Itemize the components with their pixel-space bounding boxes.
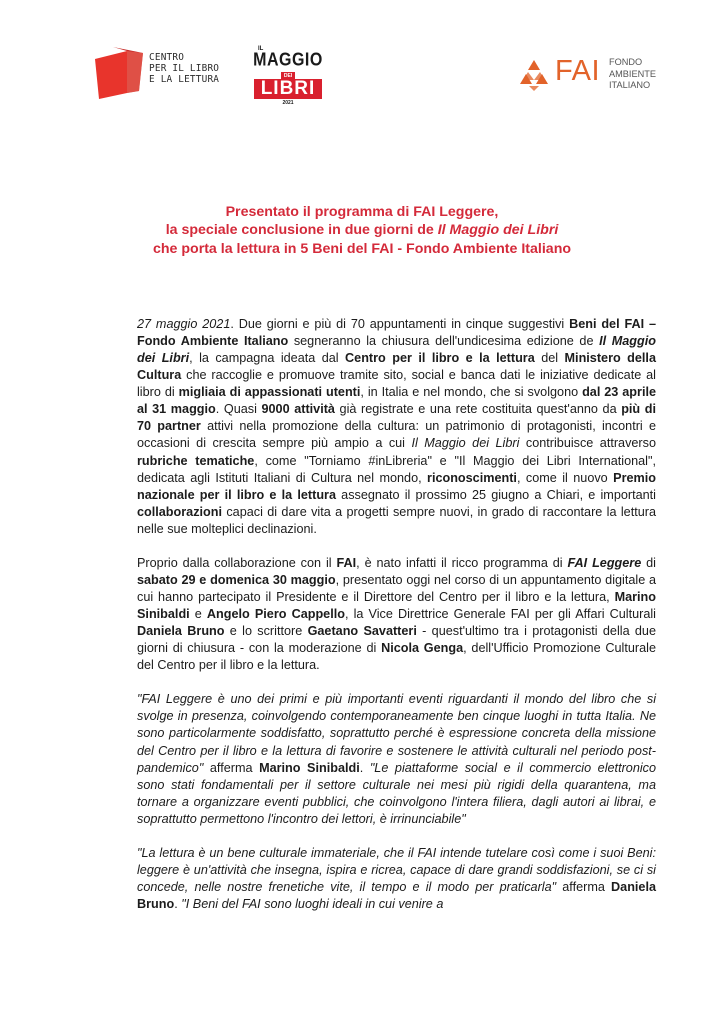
press-release-body: [137, 316, 656, 930]
fai-line-2: AMBIENTE: [609, 68, 656, 79]
text-run: attivi nella promozione della cultura: un patrimonio di protagonisti, incontri e occasioni di crescita sempre più ampio a cui: [137, 419, 656, 451]
fai-logo-subtitle: [609, 57, 656, 92]
bold-text: Ministero della Cultura: [137, 351, 656, 383]
text-run: e lo scrittore: [224, 624, 308, 639]
fai-emblem-icon: [517, 58, 551, 92]
bold-text: dal 23 aprile al 31 maggio: [137, 385, 657, 417]
quote-text: "FAI Leggere è uno dei primi e più importanti eventi riguardanti il mondo del libro che si svolge in presenza, coinvolgendo contemporaneamente ben cinque luoghi in tutta Italia. Ne sono particolarmente soddisfatto, soprattutto perché è espressione concreta della missione del Centro per il libro e la lettura di favorire e sostenere le attività culturali nel periodo post-pandemico": [137, 692, 656, 775]
bold-text: Gaetano Savatteri: [307, 624, 417, 639]
text-run: Proprio dalla collaborazione con il: [137, 555, 337, 570]
text-run: , la Vice Direttrice Generale FAI per gli Affari Culturali: [344, 607, 656, 622]
title-line-1: Presentato il programma di FAI Leggere,: [225, 204, 499, 220]
text-run: di: [641, 555, 656, 570]
title-line-2-italic: Il Maggio dei Libri: [437, 222, 559, 239]
text-run: , dell'Ufficio Promozione Culturale del Centro per il libro e la lettura.: [137, 641, 656, 673]
bold-italic-text: Il Maggio dei Libri: [137, 334, 656, 366]
text-run: già registrate e una rete costituita quest'anno da: [334, 402, 622, 417]
bold-text: Daniela Bruno: [137, 880, 656, 912]
paragraph-1: [137, 316, 656, 538]
text-run: e: [189, 607, 207, 622]
text-run: , è nato infatti il ricco programma di: [356, 555, 568, 570]
text-run: .: [174, 897, 182, 912]
text-run: afferma: [203, 760, 260, 775]
paragraph-3-quote: [137, 691, 656, 828]
press-release-title: [100, 203, 624, 258]
text-run: . Due giorni e più di 70 appuntamenti in cinque suggestivi: [230, 317, 570, 331]
text-run: afferma: [556, 880, 612, 895]
cepell-logo-text: [149, 52, 219, 85]
cepell-line-3: E LA LETTURA: [149, 74, 220, 85]
fai-logo-wordmark: FAI: [555, 55, 601, 87]
date-text: 27 maggio 2021: [137, 317, 231, 331]
fai-line-1: FONDO: [609, 57, 643, 67]
cepell-logo: [93, 45, 243, 101]
quote-text: "La lettura è un bene culturale immateriale, che il FAI intende tutelare così come i suoi Beni: leggere è un'attività che insegna, ispira e ricrea, capace di dare grandi soddisfazioni, se ci si concede, nelle nostre frenetiche vite, il tempo e il modo per praticarla": [137, 845, 656, 895]
bold-text: Nicola Genga: [381, 641, 464, 656]
bold-text: FAI: [336, 555, 357, 570]
maggio-dei-libri-logo: [251, 44, 325, 106]
text-run: capaci di dare vita a progetti sempre nuovi, in grado di raccontare la lettura nelle sue molteplici declinazioni.: [137, 504, 656, 536]
title-line-2-text: la speciale conclusione in due giorni de: [165, 222, 438, 239]
paragraph-4-quote: [137, 845, 656, 913]
quote-text: "Le piattaforme social e il commercio elettronico sono stati fondamentali per il settore culturale nei mesi più rigidi della quarantena, ma tornare a organizzare eventi pubblici, che coinvolgono l'intera filiera, dagli autori ai librai, e soprattutto permettono l'incontro dei lettori, è irrinunciabile": [137, 760, 657, 826]
bold-text: Marino Sinibaldi: [259, 760, 360, 775]
text-run: - quest'ultimo tra i protagonisti della due giorni di chiusura - con la moderazione di: [137, 624, 656, 656]
text-run: .: [359, 760, 370, 775]
bold-text: collaborazioni: [137, 504, 222, 519]
bold-text: più di 70 partner: [137, 402, 656, 434]
text-run: che raccoglie e promuove tramite sito, social e banca dati le iniziative dedicate al libro di: [137, 368, 656, 400]
fai-line-3: ITALIANO: [609, 80, 651, 90]
maggio-logo-maggio: MAGGIO: [253, 50, 323, 71]
text-run: , presentato oggi nel corso di un appuntamento digitale a cui hanno partecipato il Presidente e il Direttore del Centro per il libro e la lettura,: [137, 572, 657, 604]
quote-text: "I Beni del FAI sono luoghi ideali in cui venire a: [181, 897, 444, 912]
cepell-line-2: PER IL LIBRO: [149, 63, 220, 74]
title-line-2: [100, 221, 624, 239]
fai-logo: [517, 55, 657, 99]
text-run: contribuisce attraverso: [519, 436, 656, 451]
book-icon: [93, 45, 147, 99]
bold-italic-text: FAI Leggere: [567, 555, 642, 570]
bold-text: sabato 29 e domenica 30 maggio: [137, 572, 336, 587]
text-run: del: [534, 351, 565, 366]
bold-text: migliaia di appassionati utenti: [178, 385, 361, 400]
cepell-line-1: CENTRO: [149, 52, 185, 63]
text-run: , la campagna ideata dal: [189, 351, 346, 366]
text-run: . Quasi: [215, 402, 262, 417]
bold-text: Beni del FAI – Fondo Ambiente Italiano: [137, 317, 656, 349]
bold-text: rubriche tematiche: [137, 453, 255, 468]
maggio-logo-dei: DEI: [281, 72, 295, 80]
text-run: segneranno la chiusura dell'undicesima edizione de: [288, 334, 600, 349]
text-run: assegnato il prossimo 25 giugno a Chiari, e importanti: [336, 487, 656, 502]
bold-text: Daniela Bruno: [137, 624, 225, 639]
text-run: , come il nuovo: [516, 470, 614, 485]
bold-text: Angelo Piero Cappello: [206, 607, 345, 622]
bold-text: 9000 attività: [261, 402, 335, 417]
bold-text: Centro per il libro e la lettura: [345, 351, 535, 366]
bold-text: Premio nazionale per il libro e la lettura: [137, 470, 656, 502]
maggio-logo-year: 2021: [282, 100, 294, 106]
bold-text: riconoscimenti: [427, 470, 517, 485]
paragraph-2: [137, 555, 656, 674]
title-line-3: che porta la lettura in 5 Beni del FAI - Fondo Ambiente Italiano: [152, 240, 572, 257]
italic-text: Il Maggio dei Libri: [411, 436, 520, 451]
maggio-logo-libri: LIBRI: [254, 79, 322, 99]
maggio-logo-il: IL: [258, 46, 264, 52]
text-run: , in Italia e nel mondo, che si svolgono: [360, 385, 583, 400]
text-run: , come "Torniamo #inLibreria" e "Il Maggio dei Libri International", dedicata agli Istituti Italiani di Cultura nel mondo,: [137, 453, 656, 485]
bold-text: Marino Sinibaldi: [137, 589, 656, 622]
